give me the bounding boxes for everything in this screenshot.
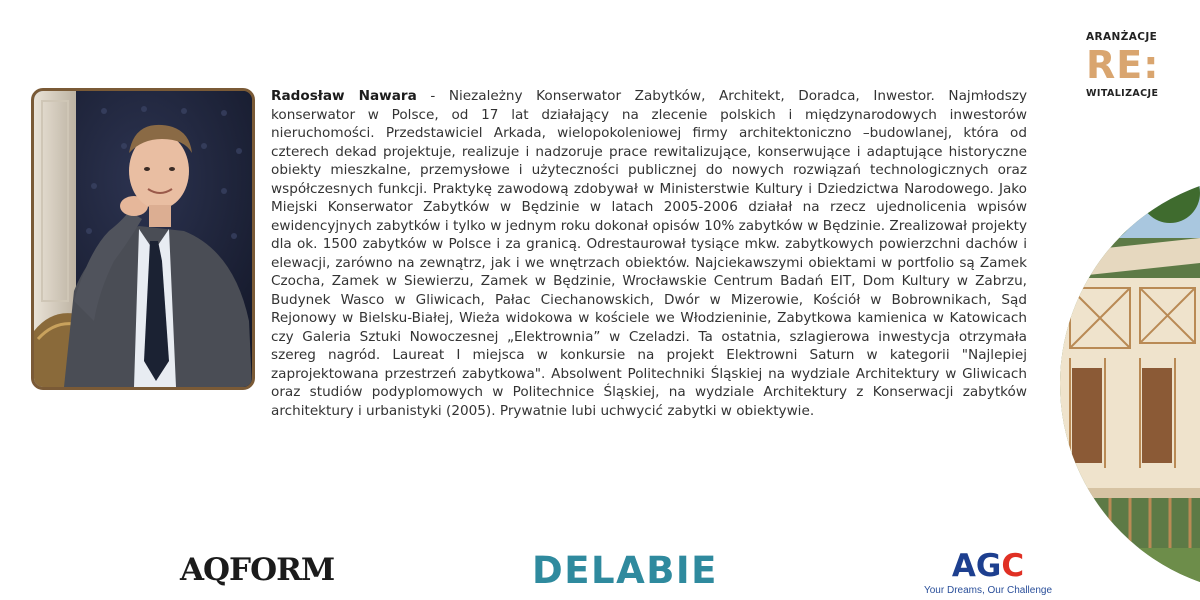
sponsor-logo-agc [922, 550, 1054, 600]
agc-tagline: Your Dreams, Our Challenge [923, 585, 1053, 596]
sponsor-logo-delabie: DELABIE [532, 549, 718, 592]
agc-logo-mark-c: C [1001, 548, 1025, 584]
event-logo-mark: RE: [1086, 43, 1160, 87]
building-photo-icon [1060, 168, 1200, 600]
speaker-bio-text: - Niezależny Konserwator Zabytków, Architekt, Doradca, Inwestor. Najmłodszy konserwator w Polsce, od 17 lat działający na zlecenie polskich i międzynarodowych inwestorów nieruchomości. Przedstawiciel Arkada, wielopokoleniowej firmy architektoniczno –budowlanej, która od czterech dekad projektuje, realizuje i nadzoruje prace rewitalizujące, konserwujące i adaptujące historyczne obiekty mieszkalne, przemysłowe i użyteczności publicznej do nowych rozwiązań technologicznych oraz współczesnych funkcji. Praktykę zawodową zdobywał w Ministerstwie Kultury i Dziedzictwa Narodowego. Jako Miejski Konserwator Zabytków w Będzinie w latach 2005-2006 działał na rzecz ujednolicenia wpisów ewidencyjnych zabytków i tylko w jednym roku dokonał opisów 10% zabytków w Będzinie. Zrealizował projekty dla ok. 1500 zabytków w Polsce i za granicą. Odrestaurował tysiące mkw. zabytkowych powierzchni dachów i elewacji, zarówno na zewnątrz, jak i we wnętrzach obiektów. Najciekawszymi obiektami w portfolio są Zamek Czocha, Zamek w Siewierzu, Zamek w Będzinie, Wrocławskie Centrum Badań EIT, Dom Kultury w Zabrzu, Budynek Wasco w Gliwicach, Pałac Ciechanowskich, Dwór w Mizerowie, Kościół w Bobrownikach, Sąd Rejonowy w Bielsku-Białej, Wieża widokowa w kościele we Włodzieninie, Zabytkowa kamienica w Katowicach czy Galeria Sztuki Nowoczesnej „Elektrownia” w Czeladzi. Ta ostatnia, szlagierowa inwestycja otrzymała szereg nagród. Laureat I miejsca w konkursie na projekt Elektrowni Saturn w kategorii "Najlepiej zaprojektowana przestrzeń zabytkowa". Absolwent Politechniki Śląskiej na wydziale Architektury w Gliwicach oraz studiów podyplomowych w Politechnice Śląskiej, na wydziale Architektury z Konserwacji zabytków architektury i urbanistyki (2005). Prywatnie lubi uchwycić zabytki w obiektywie. [271, 88, 1028, 419]
speaker-portrait [31, 88, 255, 390]
sponsor-logo-aqform: AQFORM [180, 552, 335, 588]
event-logo-top-text: ARANŻACJE [1086, 31, 1158, 43]
event-logo [1084, 31, 1164, 103]
event-logo-bottom-text: WITALIZACJE [1086, 88, 1159, 99]
speaker-name: Radosław Nawara [271, 88, 417, 104]
person-portrait-icon [34, 91, 252, 387]
agc-logo-mark-ag: AG [951, 548, 1002, 584]
agc-logo-mark [922, 550, 1054, 582]
speaker-bio [271, 87, 1027, 420]
decorative-building-photo [1060, 168, 1200, 600]
